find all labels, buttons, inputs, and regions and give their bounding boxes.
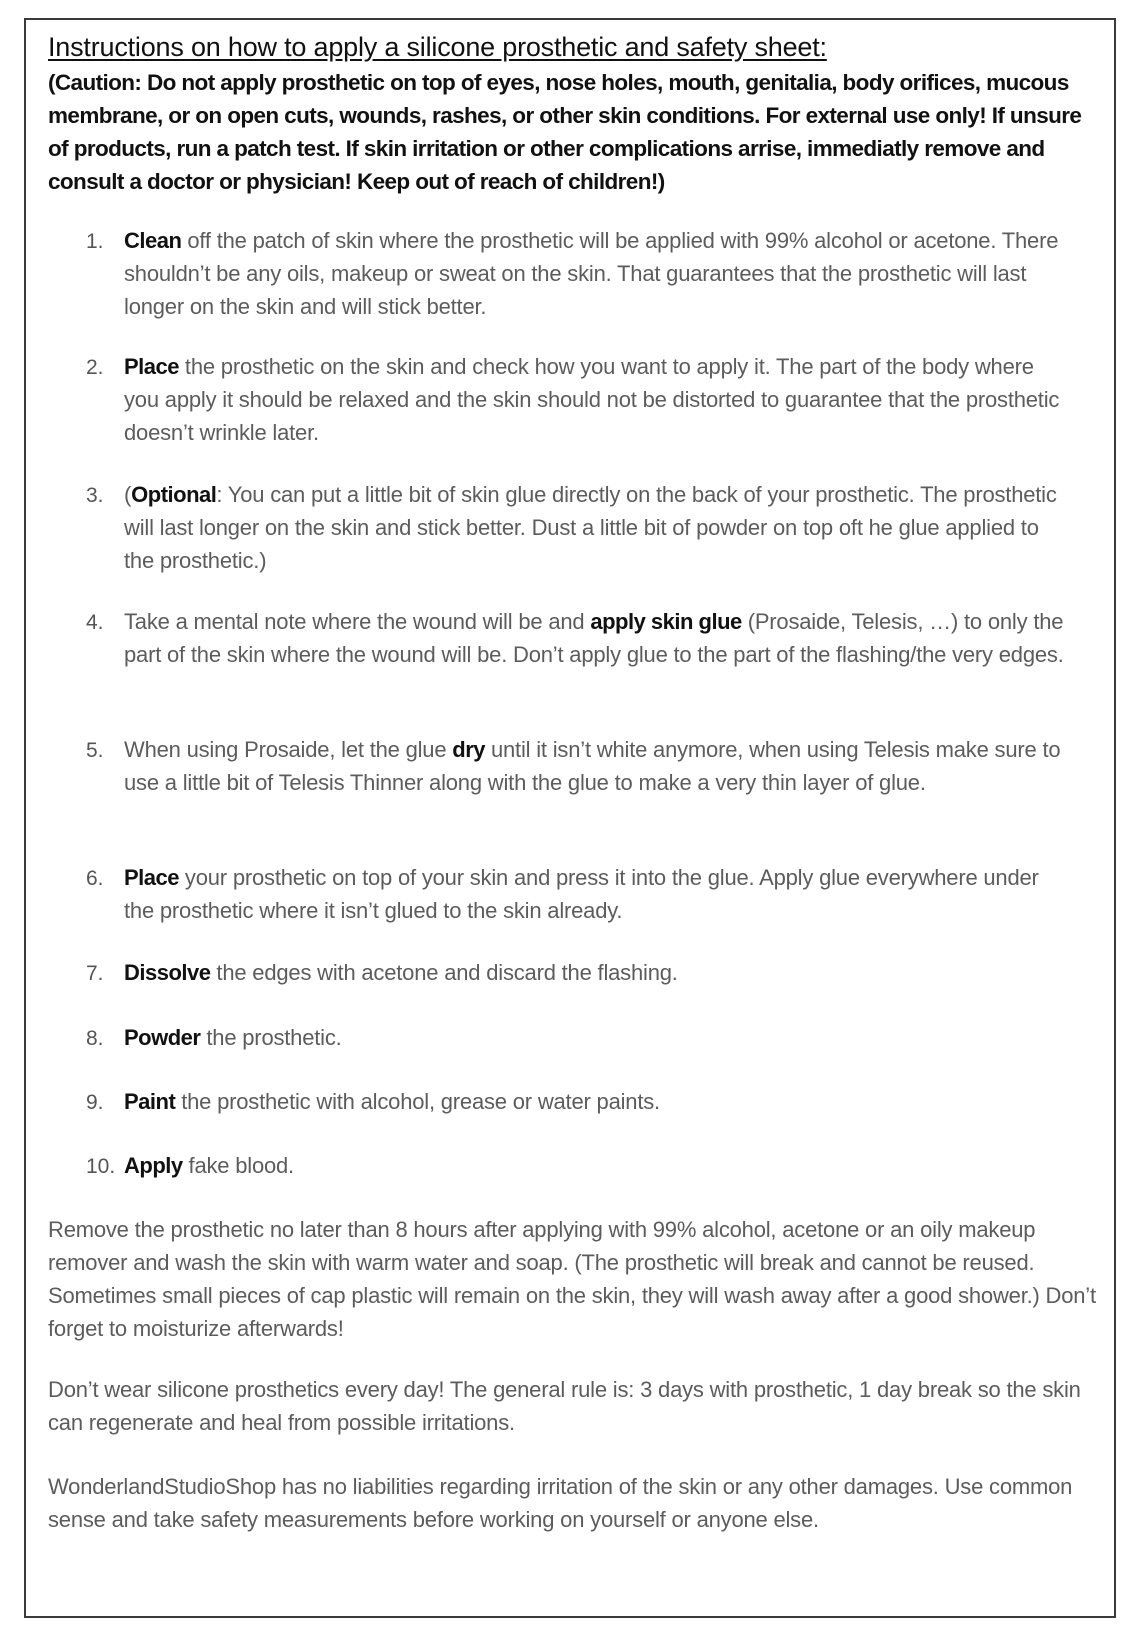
step-keyword: Clean — [124, 228, 182, 253]
step-text: (Optional: You can put a little bit of skin glue directly on the back of your prosthetic. The prosthetic will last longer on the skin and stick better. Dust a little bit of powder on top oft he glue applied to the prosthetic.) — [124, 482, 1057, 573]
step-number: 7. — [86, 962, 104, 985]
step-text: Powder the prosthetic. — [124, 1025, 342, 1050]
step-number: 6. — [86, 867, 104, 890]
removal-paragraph: Remove the prosthetic no later than 8 hours after applying with 99% alcohol, acetone or an oily makeup remover and wash the skin with warm water and soap. (The prosthetic will break and cannot be reused. Sometimes small pieces of cap plastic will remain on the skin, they will wash away after a good shower.) Don’t forget to moisturize afterwards! — [48, 1217, 1096, 1341]
step-keyword: Optional — [131, 482, 217, 507]
liability-paragraph: WonderlandStudioShop has no liabilities regarding irritation of the skin or any other damages. Use common sense and take safety measurements before working on yourself or anyone else. — [48, 1474, 1073, 1532]
step-number: 8. — [86, 1027, 104, 1050]
step-number: 5. — [86, 739, 104, 762]
step-text: Paint the prosthetic with alcohol, grease or water paints. — [124, 1089, 660, 1114]
step-keyword: Dissolve — [124, 960, 211, 985]
step-text: Clean off the patch of skin where the prosthetic will be applied with 99% alcohol or acetone. There shouldn’t be any oils, makeup or sweat on the skin. That guarantees that the prosthetic will last longer on the skin and will stick better. — [124, 228, 1059, 319]
instruction-sheet — [24, 18, 1116, 1618]
step-keyword: Place — [124, 865, 179, 890]
step-text: Place your prosthetic on top of your skin and press it into the glue. Apply glue everywhere under the prosthetic where it isn’t glued to the skin already. — [124, 865, 1039, 923]
step-keyword: dry — [452, 737, 486, 762]
step-number: 3. — [86, 484, 104, 507]
step-text: Take a mental note where the wound will be and apply skin glue (Prosaide, Telesis, …) to only the part of the skin where the wound will be. Don’t apply glue to the part of the flashing/the very edges. — [124, 609, 1064, 667]
frequency-paragraph: Don’t wear silicone prosthetics every day! The general rule is: 3 days with prosthetic, 1 day break so the skin can regenerate and heal from possible irritations. — [48, 1377, 1081, 1435]
step-text: When using Prosaide, let the glue dry until it isn’t white anymore, when using Telesis make sure to use a little bit of Telesis Thinner along with the glue to make a very thin layer of glue. — [124, 737, 1061, 795]
step-keyword: Powder — [124, 1025, 201, 1050]
document-title: Instructions on how to apply a silicone prosthetic and safety sheet: — [48, 32, 827, 62]
step-number: 9. — [86, 1091, 104, 1114]
step-keyword: apply skin glue — [590, 609, 742, 634]
step-keyword: Paint — [124, 1089, 176, 1114]
step-number: 4. — [86, 611, 104, 634]
step-number: 1. — [86, 230, 104, 253]
step-text: Place the prosthetic on the skin and check how you want to apply it. The part of the body where you apply it should be relaxed and the skin should not be distorted to guarantee that the prosthetic doesn’t wrinkle later. — [124, 354, 1060, 445]
step-number: 10. — [86, 1155, 116, 1178]
step-number: 2. — [86, 356, 104, 379]
step-text: Apply fake blood. — [124, 1153, 294, 1178]
step-keyword: Place — [124, 354, 179, 379]
step-keyword: Apply — [124, 1153, 183, 1178]
caution-notice: (Caution: Do not apply prosthetic on top of eyes, nose holes, mouth, genitalia, body orifices, mucous membrane, or on open cuts, wounds, rashes, or other skin conditions. For external use only! If unsure of products, run a patch test. If skin irritation or other complications arrise, immediatly remove and consult a doctor or physician! Keep out of reach of children!) — [48, 70, 1082, 194]
step-text: Dissolve the edges with acetone and discard the flashing. — [124, 960, 678, 985]
